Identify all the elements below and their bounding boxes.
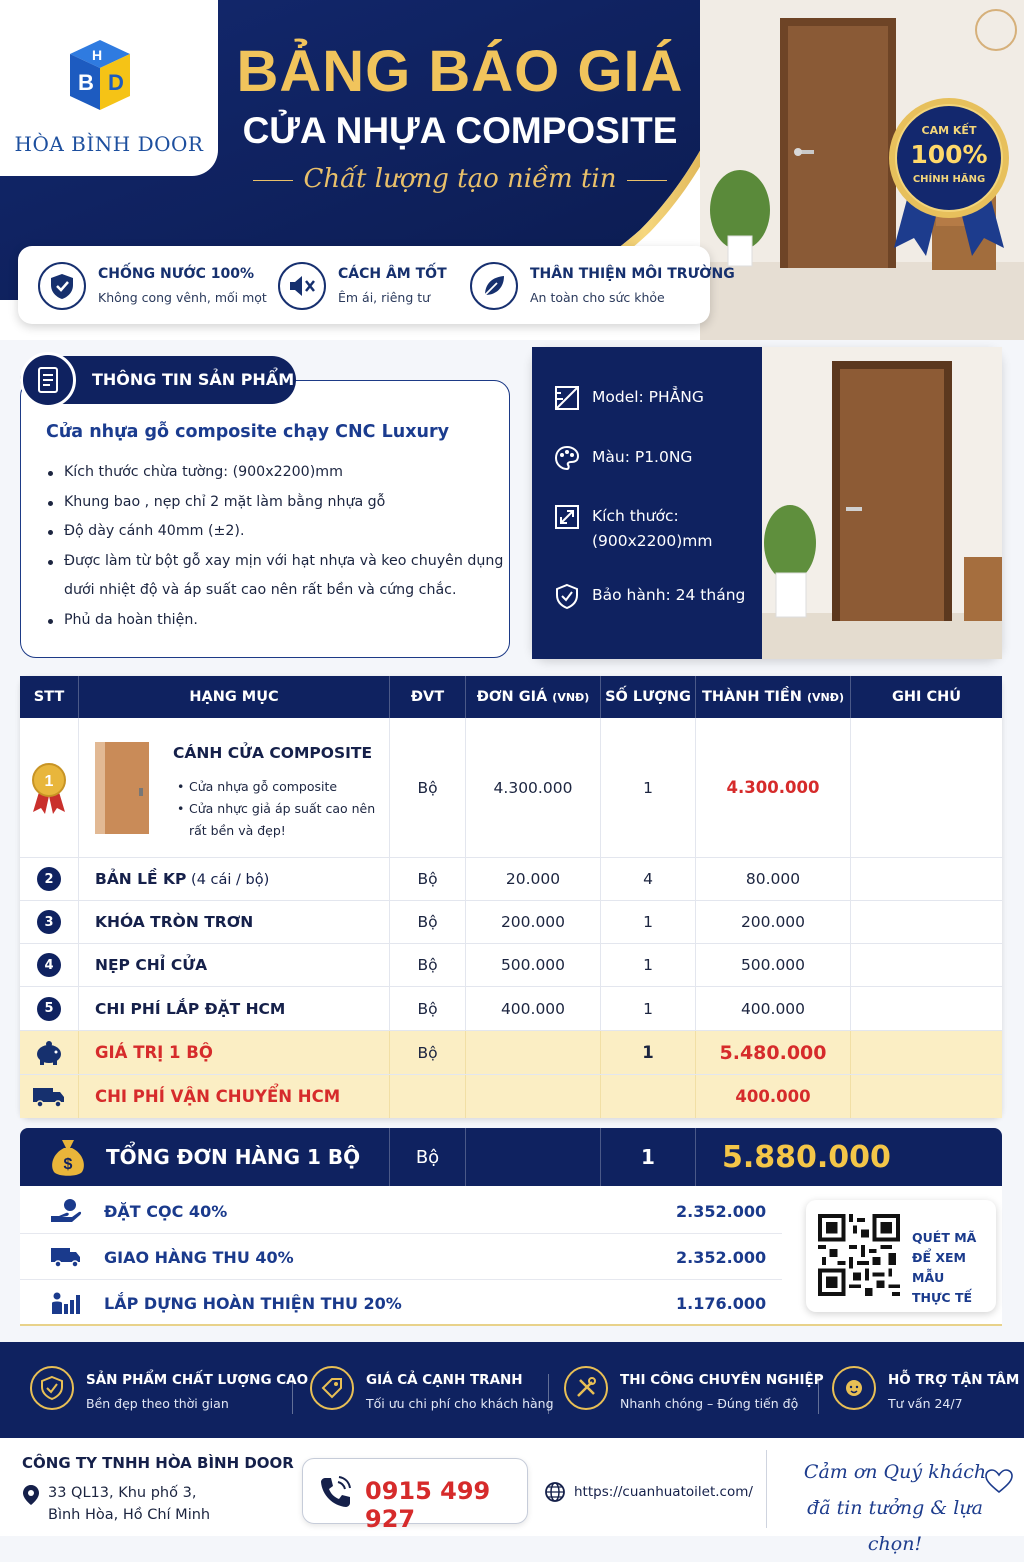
col-stt: STT <box>20 676 79 718</box>
price-cell: 4.300.000 <box>466 718 601 857</box>
feature-subtitle: Êm ái, riêng tư <box>338 290 431 305</box>
col-note: GHI CHÚ <box>891 689 962 705</box>
product-info-title: Cửa nhựa gỗ composite chạy CNC Luxury <box>46 422 450 442</box>
stt-cell <box>20 1031 79 1074</box>
shield-check-icon <box>554 583 580 609</box>
total-unit: Bộ <box>390 1128 466 1186</box>
stt-cell <box>20 858 79 900</box>
money-bag-icon <box>48 1136 88 1178</box>
total-amount-cell <box>696 1128 1002 1186</box>
col-price-unit: (VNĐ) <box>552 691 590 704</box>
list-item: Phủ da hoàn thiện. <box>48 606 504 636</box>
amount-cell: 4.300.000 <box>696 718 851 857</box>
quote-title: BẢNG BÁO GIÁ <box>236 39 684 104</box>
table-row <box>20 718 1002 858</box>
header <box>0 0 1024 340</box>
logo-panel <box>0 0 218 176</box>
hand-coin-icon <box>50 1198 82 1224</box>
payment-value: 2.352.000 <box>676 1248 767 1267</box>
divider <box>548 1374 549 1414</box>
unit-cell: Bộ <box>390 858 466 900</box>
commitment-subtitle: Nhanh chóng – Đúng tiến độ <box>620 1396 799 1411</box>
table-row <box>20 944 1002 987</box>
svg-text:D: D <box>108 70 124 95</box>
shipping-label: CHI PHÍ VẬN CHUYỂN HCM <box>95 1087 341 1106</box>
company-name: CÔNG TY TNHH HÒA BÌNH DOOR <box>22 1454 294 1472</box>
payment-row <box>20 1234 782 1280</box>
commitment-title: HỖ TRỢ TẬN TÂM <box>888 1372 1020 1388</box>
badge-line-1: CAM KẾT <box>921 124 977 137</box>
total-bar <box>20 1128 1002 1186</box>
item-cell <box>79 901 390 943</box>
payment-label: ĐẶT CỌC 40% <box>104 1202 228 1221</box>
unit-cell: Bộ <box>390 718 466 857</box>
shield-check-icon <box>30 1366 74 1410</box>
shield-check-icon <box>38 262 86 310</box>
payment-row <box>20 1280 782 1326</box>
contact-section <box>0 1438 1024 1555</box>
medal-number: 1 <box>44 772 54 790</box>
item-name-extra: (4 cái / bộ) <box>186 872 270 888</box>
qr-label <box>912 1228 996 1308</box>
item-details <box>177 776 387 842</box>
note-cell <box>851 1075 1002 1118</box>
spec-size-label: Kích thước: <box>592 507 679 525</box>
product-title: CỬA NHỰA COMPOSITE <box>242 110 678 151</box>
commitment-title: SẢN PHẨM CHẤT LƯỢNG CAO <box>86 1372 309 1388</box>
qr-label-line: ĐỂ XEM MẪU <box>912 1250 966 1285</box>
commitment-subtitle: Tối ưu chi phí cho khách hàng <box>366 1396 554 1411</box>
feature-strip <box>18 246 735 324</box>
price-cell: 400.000 <box>466 987 601 1030</box>
thanks-line: đã tin tưởng & lựa chọn! <box>807 1497 983 1555</box>
brand-name: HÒA BÌNH DOOR <box>14 132 204 156</box>
unit-cell: Bộ <box>390 987 466 1030</box>
commitment-install <box>564 1364 824 1420</box>
product-info-label: THÔNG TIN SẢN PHẨM <box>92 370 295 389</box>
feature-subtitle: An toàn cho sức khỏe <box>530 290 665 305</box>
row-number: 2 <box>37 867 61 891</box>
resize-icon <box>554 504 580 530</box>
spec-model-text: Model: PHẲNG <box>592 388 704 406</box>
speaker-mute-icon <box>278 262 326 310</box>
stt-cell <box>20 718 79 857</box>
list-item: Kích thước chừa tường: (900x2200)mm <box>48 458 504 488</box>
col-price-label: ĐƠN GIÁ <box>476 689 548 705</box>
subtotal-row <box>20 1031 1002 1075</box>
location-pin-icon <box>22 1484 40 1506</box>
qty-cell: 4 <box>601 858 696 900</box>
col-amount-unit: (VNĐ) <box>806 691 844 704</box>
note-cell <box>851 1031 1002 1074</box>
price-cell <box>466 1075 601 1118</box>
list-item: Được làm từ bột gỗ xay mịn với hạt nhựa và keo chuyên dụng dưới nhiệt độ và áp suất cao nên rất bền và cứng chắc. <box>48 547 504 606</box>
note-cell <box>851 987 1002 1030</box>
item-cell <box>79 944 390 986</box>
price-cell: 20.000 <box>466 858 601 900</box>
row-number: 4 <box>37 953 61 977</box>
col-unit: ĐVT <box>390 676 466 718</box>
svg-text:$: $ <box>63 1156 73 1173</box>
price-cell: 200.000 <box>466 901 601 943</box>
note-cell <box>851 944 1002 986</box>
globe-icon <box>544 1481 566 1503</box>
thank-you-note <box>780 1454 1010 1562</box>
commitment-quality <box>30 1364 309 1420</box>
qr-label-line: QUÉT MÃ <box>912 1230 977 1245</box>
phone-icon <box>317 1474 353 1510</box>
badge-seal-icon <box>888 88 1010 258</box>
payment-label: LẮP DỰNG HOÀN THIỆN THU 20% <box>104 1294 402 1313</box>
amount-cell: 500.000 <box>696 944 851 986</box>
total-price-empty <box>466 1128 601 1186</box>
qty-cell: 1 <box>601 718 696 857</box>
commitment-band <box>0 1342 1024 1438</box>
door-illustration <box>762 347 1002 659</box>
row-number: 3 <box>37 910 61 934</box>
item-cell <box>79 858 390 900</box>
hoa-binh-door-logo <box>0 0 218 130</box>
note-cell <box>851 718 1002 857</box>
spec-size-text <box>592 504 713 554</box>
unit-cell <box>390 1075 466 1118</box>
total-label-cell <box>20 1128 390 1186</box>
support-agent-icon <box>832 1366 876 1410</box>
item-detail-text: Cửa nhựa gỗ composite <box>189 778 338 794</box>
table-header <box>20 676 1002 718</box>
commitment-subtitle: Tư vấn 24/7 <box>888 1396 963 1411</box>
document-icon <box>20 352 76 408</box>
thanks-line: Cảm ơn Quý khách <box>803 1461 987 1483</box>
unit-cell: Bộ <box>390 944 466 986</box>
amount-cell: 80.000 <box>696 858 851 900</box>
product-info-tab <box>20 356 296 404</box>
note-cell <box>851 858 1002 900</box>
subtotal-label-cell <box>79 1031 390 1074</box>
amount-cell: 200.000 <box>696 901 851 943</box>
qr-label-line: THỰC TẾ <box>912 1290 973 1305</box>
commitment-title: THI CÔNG CHUYÊN NGHIỆP <box>620 1372 824 1388</box>
ruler-square-icon <box>554 385 580 411</box>
col-qty: SỐ LƯỢNG <box>601 676 696 718</box>
item-detail-text: Cửa nhực giả áp suất cao nên rất bền và đẹp! <box>189 800 376 838</box>
qty-cell: 1 <box>601 944 696 986</box>
commitment-title: GIÁ CẢ CẠNH TRANH <box>366 1372 523 1388</box>
spec-panel <box>532 347 762 659</box>
col-item: HẠNG MỤC <box>79 676 390 718</box>
address <box>48 1482 210 1526</box>
row-number: 5 <box>37 997 61 1021</box>
stt-cell <box>20 1075 79 1118</box>
gold-medal-icon <box>31 762 67 814</box>
slogan-text: Chất lượng tạo niềm tin <box>303 164 617 194</box>
table-row <box>20 858 1002 901</box>
phone-number[interactable]: 0915 499 927 <box>365 1477 491 1533</box>
badge-line-3: CHÍNH HÃNG <box>912 174 986 185</box>
item-content <box>89 718 389 858</box>
stt-cell <box>20 987 79 1030</box>
table-row <box>20 987 1002 1031</box>
unit-cell: Bộ <box>390 1031 466 1074</box>
qr-code[interactable] <box>818 1214 900 1296</box>
feature-subtitle: Không cong vênh, mối mọt <box>98 290 267 305</box>
commitment-support <box>832 1364 1020 1420</box>
feature-soundproof <box>278 258 458 314</box>
slogan <box>235 164 685 194</box>
price-cell: 500.000 <box>466 944 601 986</box>
address-line: Bình Hòa, Hồ Chí Minh <box>48 1507 211 1523</box>
heart-icon <box>984 1468 1014 1494</box>
slogan-divider-right <box>627 180 667 181</box>
feature-waterproof <box>38 258 268 314</box>
shipping-label-cell <box>79 1075 390 1118</box>
spec-warranty-text: Bảo hành: 24 tháng <box>592 586 746 604</box>
feature-eco <box>470 258 735 314</box>
payment-row <box>20 1188 782 1234</box>
badge-line-2: 100% <box>910 140 988 169</box>
spec-card <box>532 347 1002 659</box>
divider <box>818 1374 819 1414</box>
guarantee-badge <box>888 88 1010 258</box>
door-photo <box>762 347 1002 659</box>
website-link[interactable]: https://cuanhuatoilet.com/ <box>574 1484 753 1500</box>
price-tag-icon <box>310 1366 354 1410</box>
amount-cell: 400.000 <box>696 1075 851 1118</box>
spec-color-text: Màu: P1.0NG <box>592 448 693 466</box>
amount-cell: 5.480.000 <box>696 1031 851 1074</box>
delivery-truck-icon <box>32 1085 66 1109</box>
quote-table <box>20 676 1002 1118</box>
qty-cell <box>601 1075 696 1118</box>
item-name <box>95 870 269 888</box>
list-item: • Cửa nhựa gỗ composite <box>177 778 338 794</box>
qty-cell: 1 <box>601 901 696 943</box>
worker-chart-icon <box>50 1290 82 1316</box>
slogan-divider-left <box>253 180 293 181</box>
item-cell <box>79 987 390 1030</box>
item-name-text: BẢN LỀ KP <box>95 870 187 888</box>
list-item: Khung bao , nẹp chỉ 2 mặt làm bằng nhựa gỗ <box>48 488 504 518</box>
col-price <box>466 676 601 718</box>
spec-size <box>554 504 754 556</box>
col-amount <box>696 676 851 718</box>
svg-text:H: H <box>92 47 103 63</box>
leaf-icon <box>470 262 518 310</box>
phone-button[interactable] <box>302 1458 528 1533</box>
amount-cell: 400.000 <box>696 987 851 1030</box>
item-name: CHI PHÍ LẮP ĐẶT HCM <box>95 999 286 1018</box>
qr-card[interactable] <box>806 1200 996 1312</box>
palette-icon <box>554 445 580 471</box>
feature-title: CÁCH ÂM TỐT <box>338 266 447 282</box>
delivery-truck-icon <box>50 1244 82 1270</box>
commitment-subtitle: Bền đẹp theo thời gian <box>86 1396 229 1411</box>
unit-cell: Bộ <box>390 901 466 943</box>
total-amount: 5.880.000 <box>722 1139 891 1175</box>
list-item: • Cửa nhực giả áp suất cao nên rất bền và đẹp! <box>177 800 376 838</box>
qty-cell: 1 <box>601 1031 696 1074</box>
stt-cell <box>20 901 79 943</box>
divider <box>292 1374 293 1414</box>
spec-model <box>554 385 754 411</box>
svg-text:B: B <box>78 70 94 95</box>
total-qty: 1 <box>601 1128 696 1186</box>
address-line: 33 QL13, Khu phố 3, <box>48 1485 197 1501</box>
door-leaf-image <box>91 740 153 836</box>
payment-value: 2.352.000 <box>676 1202 767 1221</box>
subtotal-label: GIÁ TRỊ 1 BỘ <box>95 1043 213 1062</box>
product-info-list <box>48 458 504 635</box>
list-item: Độ dày cánh 40mm (±2). <box>48 517 504 547</box>
spec-size-value: (900x2200)mm <box>592 532 713 550</box>
payment-label: GIAO HÀNG THU 40% <box>104 1248 294 1267</box>
item-name: CÁNH CỬA COMPOSITE <box>173 743 373 762</box>
piggy-bank-icon <box>34 1040 64 1066</box>
divider <box>766 1450 767 1528</box>
commitment-price <box>310 1364 554 1420</box>
feature-title: THÂN THIỆN MÔI TRƯỜNG <box>530 266 735 282</box>
note-cell <box>851 901 1002 943</box>
item-name: KHÓA TRÒN TRƠN <box>95 913 254 931</box>
col-amount-label: THÀNH TIỀN <box>702 689 802 705</box>
payment-value: 1.176.000 <box>676 1294 767 1313</box>
feature-title: CHỐNG NƯỚC 100% <box>98 266 255 282</box>
table-row <box>20 901 1002 944</box>
tools-icon <box>564 1366 608 1410</box>
total-label: TỔNG ĐƠN HÀNG 1 BỘ <box>106 1145 361 1169</box>
shipping-row <box>20 1075 1002 1118</box>
item-cell <box>79 718 390 857</box>
stt-cell <box>20 944 79 986</box>
price-cell <box>466 1031 601 1074</box>
spec-color <box>554 445 754 471</box>
spec-warranty <box>554 583 754 609</box>
qty-cell: 1 <box>601 987 696 1030</box>
item-name: NẸP CHỈ CỬA <box>95 956 208 974</box>
payment-schedule <box>20 1186 1002 1326</box>
